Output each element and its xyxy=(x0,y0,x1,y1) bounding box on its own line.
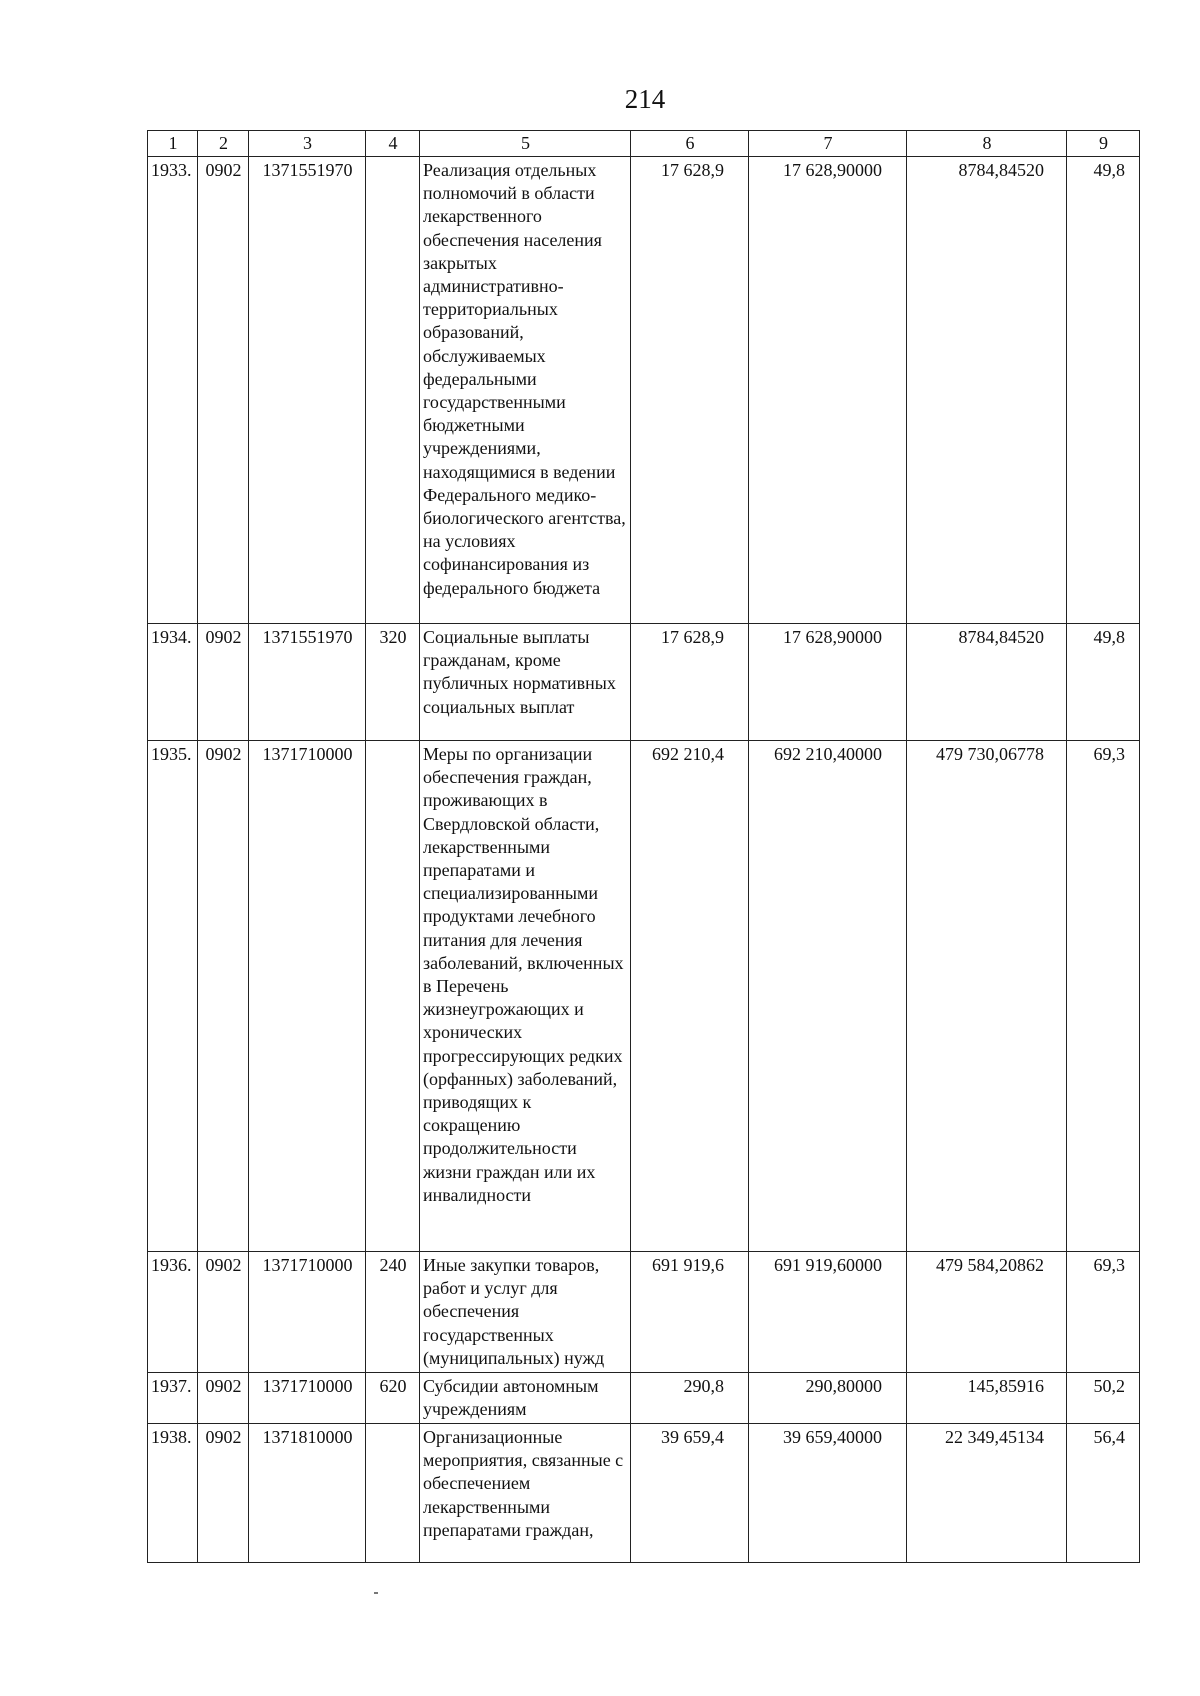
row-number: 1934. xyxy=(148,624,198,741)
table-row xyxy=(148,1252,1140,1373)
execution-percent: 49,8 xyxy=(1067,157,1140,624)
target-code: 1371710000 xyxy=(249,741,366,1252)
expense-type-code xyxy=(366,157,420,624)
executed-amount: 8784,84520 xyxy=(907,157,1067,624)
item-name: Иные закупки товаров, работ и услуг для обеспечения государственных (муниципальных) нужд xyxy=(420,1252,631,1373)
column-header: 1 xyxy=(148,131,198,157)
column-header: 5 xyxy=(420,131,631,157)
item-name: Субсидии автономным учреждениям xyxy=(420,1373,631,1424)
execution-percent: 50,2 xyxy=(1067,1373,1140,1424)
target-code: 1371551970 xyxy=(249,624,366,741)
table-row xyxy=(148,741,1140,1252)
column-header: 9 xyxy=(1067,131,1140,157)
refined-amount: 17 628,90000 xyxy=(749,157,907,624)
section-code: 0902 xyxy=(198,624,249,741)
target-code: 1371551970 xyxy=(249,157,366,624)
row-number: 1936. xyxy=(148,1252,198,1373)
executed-amount: 22 349,45134 xyxy=(907,1424,1067,1563)
executed-amount: 479 730,06778 xyxy=(907,741,1067,1252)
executed-amount: 479 584,20862 xyxy=(907,1252,1067,1373)
item-name: Социальные выплаты гражданам, кроме публичных нормативных социальных выплат xyxy=(420,624,631,741)
execution-percent: 56,4 xyxy=(1067,1424,1140,1563)
expense-type-code: 620 xyxy=(366,1373,420,1424)
table-row xyxy=(148,624,1140,741)
item-name: Меры по организации обеспечения граждан, проживающих в Свердловской области, лекарственными препаратами и специализированными продуктами лечебного питания для лечения заболеваний, включенных в Перечень жизнеугрожающих и хронических прогрессирующих редких (орфанных) заболеваний, приводящих к сокращению продолжительности жизни граждан или их инвалидности xyxy=(420,741,631,1252)
section-code: 0902 xyxy=(198,157,249,624)
section-code: 0902 xyxy=(198,1373,249,1424)
approved-amount: 692 210,4 xyxy=(631,741,749,1252)
refined-amount: 290,80000 xyxy=(749,1373,907,1424)
refined-amount: 692 210,40000 xyxy=(749,741,907,1252)
row-number: 1937. xyxy=(148,1373,198,1424)
column-header: 8 xyxy=(907,131,1067,157)
scan-speck xyxy=(374,1592,378,1594)
expense-type-code xyxy=(366,1424,420,1563)
table-row xyxy=(148,1424,1140,1563)
row-number: 1935. xyxy=(148,741,198,1252)
item-name: Реализация отдельных полномочий в области лекарственного обеспечения населения закрытых административно-территориальных образований, обслуживаемых федеральными государственными бюджетными учреждениями, находящимися в ведении Федерального медико-биологического агентства, на условиях софинансирования из федерального бюджета xyxy=(420,157,631,624)
expense-type-code xyxy=(366,741,420,1252)
row-number: 1933. xyxy=(148,157,198,624)
refined-amount: 691 919,60000 xyxy=(749,1252,907,1373)
section-code: 0902 xyxy=(198,1252,249,1373)
page-number: 214 xyxy=(624,84,666,114)
approved-amount: 39 659,4 xyxy=(631,1424,749,1563)
section-code: 0902 xyxy=(198,1424,249,1563)
column-header: 3 xyxy=(249,131,366,157)
target-code: 1371710000 xyxy=(249,1373,366,1424)
refined-amount: 17 628,90000 xyxy=(749,624,907,741)
executed-amount: 8784,84520 xyxy=(907,624,1067,741)
section-code: 0902 xyxy=(198,741,249,1252)
approved-amount: 290,8 xyxy=(631,1373,749,1424)
refined-amount: 39 659,40000 xyxy=(749,1424,907,1563)
column-header: 7 xyxy=(749,131,907,157)
item-name: Организационные мероприятия, связанные с обеспечением лекарственными препаратами граждан, xyxy=(420,1424,631,1563)
expense-type-code: 320 xyxy=(366,624,420,741)
execution-percent: 69,3 xyxy=(1067,741,1140,1252)
column-header: 6 xyxy=(631,131,749,157)
approved-amount: 17 628,9 xyxy=(631,624,749,741)
approved-amount: 17 628,9 xyxy=(631,157,749,624)
table-row xyxy=(148,1373,1140,1424)
execution-percent: 49,8 xyxy=(1067,624,1140,741)
column-header: 4 xyxy=(366,131,420,157)
execution-percent: 69,3 xyxy=(1067,1252,1140,1373)
target-code: 1371710000 xyxy=(249,1252,366,1373)
approved-amount: 691 919,6 xyxy=(631,1252,749,1373)
table-header-row xyxy=(148,131,1140,157)
executed-amount: 145,85916 xyxy=(907,1373,1067,1424)
expense-type-code: 240 xyxy=(366,1252,420,1373)
target-code: 1371810000 xyxy=(249,1424,366,1563)
budget-table xyxy=(147,130,1140,1563)
row-number: 1938. xyxy=(148,1424,198,1563)
table-row xyxy=(148,157,1140,624)
column-header: 2 xyxy=(198,131,249,157)
